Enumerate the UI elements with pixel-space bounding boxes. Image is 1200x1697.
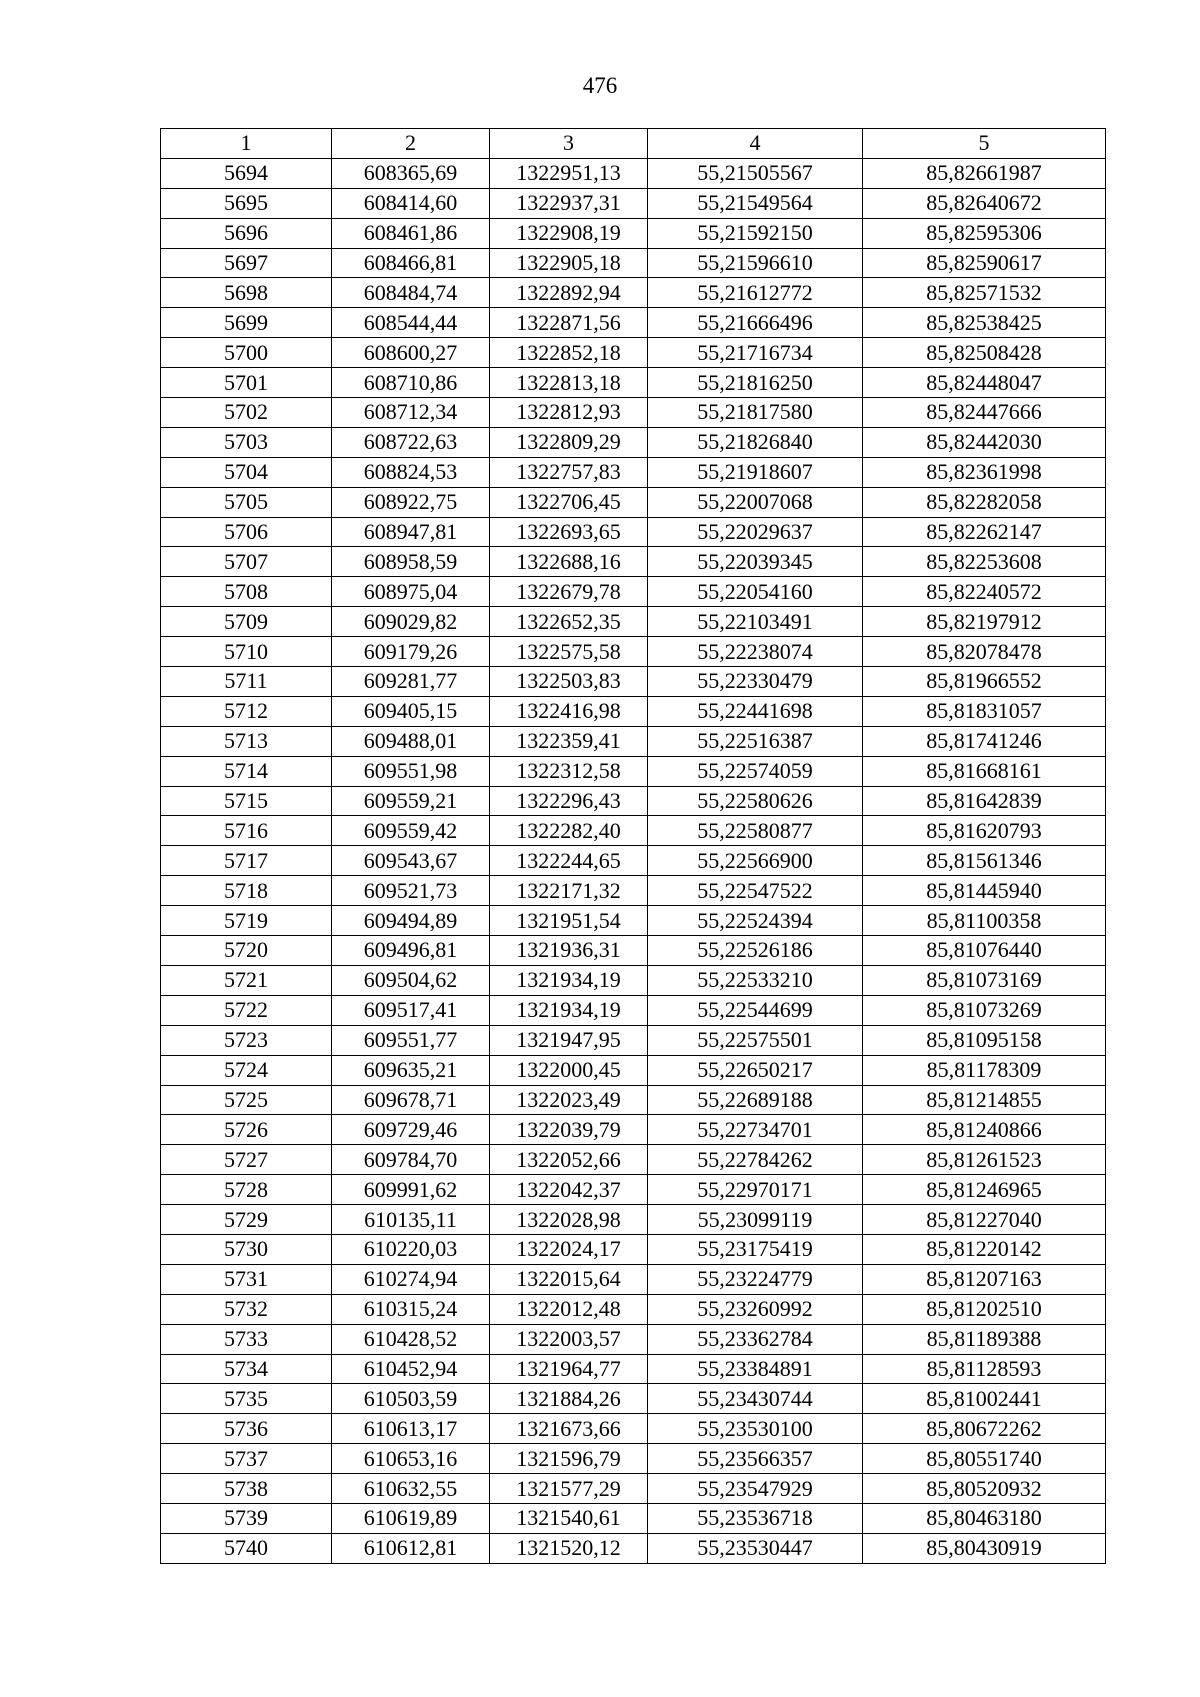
table-cell: 55,22029637 [648, 517, 863, 547]
table-cell: 55,22650217 [648, 1055, 863, 1085]
table-cell: 1322052,66 [490, 1145, 648, 1175]
table-cell: 55,23260992 [648, 1294, 863, 1324]
table-cell: 1322908,19 [490, 218, 648, 248]
table-cell: 85,82361998 [863, 457, 1106, 487]
column-header: 5 [863, 129, 1106, 159]
table-cell: 85,80463180 [863, 1503, 1106, 1533]
table-cell: 85,81246965 [863, 1175, 1106, 1205]
table-cell: 5713 [161, 726, 332, 756]
table-cell: 608712,34 [332, 398, 490, 428]
table-cell: 85,81214855 [863, 1085, 1106, 1115]
column-header: 4 [648, 129, 863, 159]
table-row [161, 398, 1106, 428]
table-row [161, 1205, 1106, 1235]
table-cell: 5732 [161, 1294, 332, 1324]
table-cell: 5694 [161, 158, 332, 188]
table-cell: 85,82661987 [863, 158, 1106, 188]
table-cell: 5708 [161, 577, 332, 607]
table-cell: 1322706,45 [490, 487, 648, 517]
table-cell: 55,23224779 [648, 1264, 863, 1294]
table-cell: 5712 [161, 696, 332, 726]
table-row [161, 1414, 1106, 1444]
table-cell: 1321884,26 [490, 1384, 648, 1414]
table-cell: 55,22516387 [648, 726, 863, 756]
table-row [161, 1025, 1106, 1055]
table-cell: 608414,60 [332, 188, 490, 218]
table-cell: 55,23530100 [648, 1414, 863, 1444]
table-cell: 610653,16 [332, 1444, 490, 1474]
table-cell: 609504,62 [332, 965, 490, 995]
table-row [161, 1384, 1106, 1414]
table-cell: 55,22575501 [648, 1025, 863, 1055]
table-cell: 1322892,94 [490, 278, 648, 308]
table-cell: 608544,44 [332, 308, 490, 338]
table-cell: 608710,86 [332, 368, 490, 398]
table-cell: 55,22574059 [648, 756, 863, 786]
table-header [161, 129, 1106, 159]
table-row [161, 1294, 1106, 1324]
table-row [161, 726, 1106, 756]
table-cell: 85,80551740 [863, 1444, 1106, 1474]
table-cell: 55,23099119 [648, 1205, 863, 1235]
table-cell: 5733 [161, 1324, 332, 1354]
table-cell: 609281,77 [332, 667, 490, 697]
table-cell: 5730 [161, 1234, 332, 1264]
table-cell: 55,23536718 [648, 1503, 863, 1533]
table-cell: 5704 [161, 457, 332, 487]
table-cell: 1321936,31 [490, 936, 648, 966]
table-cell: 55,21592150 [648, 218, 863, 248]
table-row [161, 278, 1106, 308]
table-cell: 85,82538425 [863, 308, 1106, 338]
table-cell: 85,82508428 [863, 338, 1106, 368]
table-cell: 610503,59 [332, 1384, 490, 1414]
table-row [161, 1085, 1106, 1115]
table-cell: 55,22580877 [648, 816, 863, 846]
table-cell: 610452,94 [332, 1354, 490, 1384]
table-cell: 5700 [161, 338, 332, 368]
table-cell: 1322028,98 [490, 1205, 648, 1235]
table-cell: 1322282,40 [490, 816, 648, 846]
table-cell: 55,23530447 [648, 1533, 863, 1563]
table-cell: 85,82590617 [863, 248, 1106, 278]
table-row [161, 965, 1106, 995]
table-cell: 608975,04 [332, 577, 490, 607]
table-cell: 1321934,19 [490, 995, 648, 1025]
table-cell: 609521,73 [332, 876, 490, 906]
table-cell: 5726 [161, 1115, 332, 1145]
table-cell: 608824,53 [332, 457, 490, 487]
table-cell: 85,82197912 [863, 607, 1106, 637]
table-cell: 5699 [161, 308, 332, 338]
table-cell: 55,22734701 [648, 1115, 863, 1145]
table-row [161, 1145, 1106, 1175]
table-row [161, 1444, 1106, 1474]
table-cell: 1322937,31 [490, 188, 648, 218]
table-cell: 85,81100358 [863, 906, 1106, 936]
table-row [161, 816, 1106, 846]
table-cell: 1322757,83 [490, 457, 648, 487]
table-cell: 55,21826840 [648, 427, 863, 457]
table-cell: 1322023,49 [490, 1085, 648, 1115]
table-cell: 55,22784262 [648, 1145, 863, 1175]
table-cell: 608461,86 [332, 218, 490, 248]
table-cell: 1322244,65 [490, 846, 648, 876]
table-cell: 55,21612772 [648, 278, 863, 308]
table-cell: 85,81445940 [863, 876, 1106, 906]
table-cell: 55,23547929 [648, 1474, 863, 1504]
table-cell: 55,22441698 [648, 696, 863, 726]
table-cell: 55,22524394 [648, 906, 863, 936]
table-cell: 609488,01 [332, 726, 490, 756]
table-cell: 609405,15 [332, 696, 490, 726]
table-cell: 610619,89 [332, 1503, 490, 1533]
table-cell: 608600,27 [332, 338, 490, 368]
table-cell: 85,81561346 [863, 846, 1106, 876]
table-cell: 5698 [161, 278, 332, 308]
table-cell: 55,21505567 [648, 158, 863, 188]
table-row [161, 457, 1106, 487]
table-cell: 85,80520932 [863, 1474, 1106, 1504]
table-cell: 609784,70 [332, 1145, 490, 1175]
table-cell: 1322693,65 [490, 517, 648, 547]
table-cell: 55,22544699 [648, 995, 863, 1025]
table-cell: 610428,52 [332, 1324, 490, 1354]
table-cell: 1322359,41 [490, 726, 648, 756]
table-cell: 610613,17 [332, 1414, 490, 1444]
table-cell: 5709 [161, 607, 332, 637]
table-cell: 1322905,18 [490, 248, 648, 278]
table-cell: 1322039,79 [490, 1115, 648, 1145]
table-cell: 5735 [161, 1384, 332, 1414]
table-cell: 1322503,83 [490, 667, 648, 697]
table-cell: 85,82240572 [863, 577, 1106, 607]
table-cell: 55,22580626 [648, 786, 863, 816]
table-cell: 5727 [161, 1145, 332, 1175]
table-cell: 55,23384891 [648, 1354, 863, 1384]
table-cell: 85,81668161 [863, 756, 1106, 786]
table-cell: 608484,74 [332, 278, 490, 308]
table-cell: 5715 [161, 786, 332, 816]
table-cell: 85,82447666 [863, 398, 1106, 428]
coordinates-table [160, 128, 1106, 1564]
column-header: 1 [161, 129, 332, 159]
table-cell: 85,81095158 [863, 1025, 1106, 1055]
table-cell: 1321673,66 [490, 1414, 648, 1444]
column-header: 3 [490, 129, 648, 159]
header-row [161, 129, 1106, 159]
table-row [161, 487, 1106, 517]
table-row [161, 607, 1106, 637]
table-cell: 5702 [161, 398, 332, 428]
table-cell: 85,81831057 [863, 696, 1106, 726]
table-cell: 5729 [161, 1205, 332, 1235]
table-cell: 85,81076440 [863, 936, 1106, 966]
table-row [161, 906, 1106, 936]
table-cell: 85,81128593 [863, 1354, 1106, 1384]
table-cell: 5695 [161, 188, 332, 218]
table-row [161, 936, 1106, 966]
table-cell: 5737 [161, 1444, 332, 1474]
table-row [161, 1175, 1106, 1205]
table-cell: 55,23430744 [648, 1384, 863, 1414]
table-row [161, 786, 1106, 816]
table-cell: 85,82571532 [863, 278, 1106, 308]
table-cell: 1322003,57 [490, 1324, 648, 1354]
table-cell: 55,22007068 [648, 487, 863, 517]
table-cell: 1322812,93 [490, 398, 648, 428]
table-cell: 1322042,37 [490, 1175, 648, 1205]
table-cell: 609678,71 [332, 1085, 490, 1115]
table-cell: 609517,41 [332, 995, 490, 1025]
table-row [161, 1055, 1106, 1085]
table-cell: 1322312,58 [490, 756, 648, 786]
table-cell: 85,82442030 [863, 427, 1106, 457]
table-cell: 5724 [161, 1055, 332, 1085]
table-cell: 85,81642839 [863, 786, 1106, 816]
table-cell: 1322416,98 [490, 696, 648, 726]
table-row [161, 995, 1106, 1025]
table-cell: 55,21817580 [648, 398, 863, 428]
table-cell: 5722 [161, 995, 332, 1025]
table-row [161, 1115, 1106, 1145]
table-cell: 609551,98 [332, 756, 490, 786]
table-row [161, 218, 1106, 248]
table-row [161, 756, 1106, 786]
table-row [161, 158, 1106, 188]
table-cell: 610274,94 [332, 1264, 490, 1294]
table-cell: 85,82448047 [863, 368, 1106, 398]
table-cell: 5703 [161, 427, 332, 457]
table-cell: 5710 [161, 637, 332, 667]
page-number: 476 [582, 73, 618, 98]
table-cell: 609496,81 [332, 936, 490, 966]
table-cell: 85,81261523 [863, 1145, 1106, 1175]
table-cell: 85,81073169 [863, 965, 1106, 995]
table-cell: 5706 [161, 517, 332, 547]
table-cell: 1321934,19 [490, 965, 648, 995]
table-row [161, 368, 1106, 398]
table-cell: 55,23566357 [648, 1444, 863, 1474]
table-cell: 5725 [161, 1085, 332, 1115]
table-row [161, 1324, 1106, 1354]
table-cell: 85,82282058 [863, 487, 1106, 517]
table-row [161, 1234, 1106, 1264]
table-cell: 5696 [161, 218, 332, 248]
table-cell: 5717 [161, 846, 332, 876]
table-cell: 609543,67 [332, 846, 490, 876]
table-cell: 55,22103491 [648, 607, 863, 637]
table-cell: 5697 [161, 248, 332, 278]
table-cell: 1321540,61 [490, 1503, 648, 1533]
table-cell: 1322015,64 [490, 1264, 648, 1294]
table-cell: 55,21666496 [648, 308, 863, 338]
table-cell: 5701 [161, 368, 332, 398]
table-cell: 1322679,78 [490, 577, 648, 607]
table-cell: 1321520,12 [490, 1533, 648, 1563]
table-cell: 609559,21 [332, 786, 490, 816]
table-cell: 85,80430919 [863, 1533, 1106, 1563]
table-cell: 5740 [161, 1533, 332, 1563]
table-cell: 55,22689188 [648, 1085, 863, 1115]
table-cell: 85,82595306 [863, 218, 1106, 248]
table-cell: 55,21918607 [648, 457, 863, 487]
table-cell: 1321964,77 [490, 1354, 648, 1384]
table-cell: 1321951,54 [490, 906, 648, 936]
table-cell: 5731 [161, 1264, 332, 1294]
table-cell: 5714 [161, 756, 332, 786]
table-cell: 85,82078478 [863, 637, 1106, 667]
table-cell: 55,21596610 [648, 248, 863, 278]
table-row [161, 188, 1106, 218]
table-row [161, 517, 1106, 547]
table-cell: 5718 [161, 876, 332, 906]
table-cell: 609179,26 [332, 637, 490, 667]
table-cell: 5721 [161, 965, 332, 995]
table-cell: 5711 [161, 667, 332, 697]
table-cell: 5739 [161, 1503, 332, 1533]
table-row [161, 696, 1106, 726]
table-cell: 1322951,13 [490, 158, 648, 188]
table-cell: 85,80672262 [863, 1414, 1106, 1444]
table-cell: 610632,55 [332, 1474, 490, 1504]
table-cell: 610135,11 [332, 1205, 490, 1235]
table-cell: 85,81002441 [863, 1384, 1106, 1414]
table-row [161, 1474, 1106, 1504]
table-cell: 1322012,48 [490, 1294, 648, 1324]
table-cell: 608722,63 [332, 427, 490, 457]
table-cell: 55,22238074 [648, 637, 863, 667]
table-cell: 85,81178309 [863, 1055, 1106, 1085]
table-cell: 609991,62 [332, 1175, 490, 1205]
table-cell: 609635,21 [332, 1055, 490, 1085]
table-cell: 609551,77 [332, 1025, 490, 1055]
table-cell: 608958,59 [332, 547, 490, 577]
table-cell: 55,22970171 [648, 1175, 863, 1205]
table-cell: 5720 [161, 936, 332, 966]
table-cell: 55,22039345 [648, 547, 863, 577]
table-cell: 85,82253608 [863, 547, 1106, 577]
table-cell: 1322852,18 [490, 338, 648, 368]
table-cell: 55,22566900 [648, 846, 863, 876]
table-cell: 1322809,29 [490, 427, 648, 457]
table-row [161, 547, 1106, 577]
table-cell: 85,81189388 [863, 1324, 1106, 1354]
table-row [161, 637, 1106, 667]
table-cell: 55,22526186 [648, 936, 863, 966]
table-cell: 608922,75 [332, 487, 490, 517]
table-cell: 5705 [161, 487, 332, 517]
table-cell: 55,23362784 [648, 1324, 863, 1354]
table-cell: 1321577,29 [490, 1474, 648, 1504]
table-cell: 1322024,17 [490, 1234, 648, 1264]
table-row [161, 308, 1106, 338]
table-cell: 1322171,32 [490, 876, 648, 906]
table-cell: 1322296,43 [490, 786, 648, 816]
table-row [161, 846, 1106, 876]
table-row [161, 1503, 1106, 1533]
table-cell: 1322688,16 [490, 547, 648, 577]
table-cell: 85,81620793 [863, 816, 1106, 846]
table-cell: 55,22054160 [648, 577, 863, 607]
table-cell: 5723 [161, 1025, 332, 1055]
table-row [161, 577, 1106, 607]
table-cell: 1322871,56 [490, 308, 648, 338]
table-cell: 5719 [161, 906, 332, 936]
table-cell: 608365,69 [332, 158, 490, 188]
table-cell: 610315,24 [332, 1294, 490, 1324]
table-body [161, 158, 1106, 1563]
table-cell: 85,81966552 [863, 667, 1106, 697]
table-cell: 609029,82 [332, 607, 490, 637]
table-cell: 5716 [161, 816, 332, 846]
table-cell: 609559,42 [332, 816, 490, 846]
table-cell: 5736 [161, 1414, 332, 1444]
table-row [161, 1354, 1106, 1384]
table-row [161, 427, 1106, 457]
table-cell: 85,81240866 [863, 1115, 1106, 1145]
table-cell: 55,23175419 [648, 1234, 863, 1264]
table-cell: 608466,81 [332, 248, 490, 278]
table-cell: 85,82640672 [863, 188, 1106, 218]
table-cell: 85,81207163 [863, 1264, 1106, 1294]
table-row [161, 876, 1106, 906]
table-cell: 55,21816250 [648, 368, 863, 398]
column-header: 2 [332, 129, 490, 159]
table-cell: 5728 [161, 1175, 332, 1205]
table-cell: 5738 [161, 1474, 332, 1504]
table-cell: 1322000,45 [490, 1055, 648, 1085]
table-cell: 55,22330479 [648, 667, 863, 697]
table-cell: 85,81202510 [863, 1294, 1106, 1324]
table-cell: 5707 [161, 547, 332, 577]
table-cell: 608947,81 [332, 517, 490, 547]
table-cell: 1322652,35 [490, 607, 648, 637]
table-cell: 55,22547522 [648, 876, 863, 906]
table-cell: 85,81220142 [863, 1234, 1106, 1264]
table-cell: 55,21549564 [648, 188, 863, 218]
table-cell: 85,82262147 [863, 517, 1106, 547]
table-cell: 85,81741246 [863, 726, 1106, 756]
table-cell: 1322575,58 [490, 637, 648, 667]
table-cell: 609494,89 [332, 906, 490, 936]
table-cell: 1321947,95 [490, 1025, 648, 1055]
table-cell: 610220,03 [332, 1234, 490, 1264]
table-cell: 85,81073269 [863, 995, 1106, 1025]
table-row [161, 667, 1106, 697]
table-cell: 5734 [161, 1354, 332, 1384]
table-cell: 1321596,79 [490, 1444, 648, 1474]
table-cell: 1322813,18 [490, 368, 648, 398]
table-cell: 610612,81 [332, 1533, 490, 1563]
table-cell: 55,21716734 [648, 338, 863, 368]
table-cell: 609729,46 [332, 1115, 490, 1145]
table-cell: 85,81227040 [863, 1205, 1106, 1235]
table-row [161, 1264, 1106, 1294]
table-row [161, 248, 1106, 278]
table-row [161, 1533, 1106, 1563]
table-cell: 55,22533210 [648, 965, 863, 995]
table-row [161, 338, 1106, 368]
